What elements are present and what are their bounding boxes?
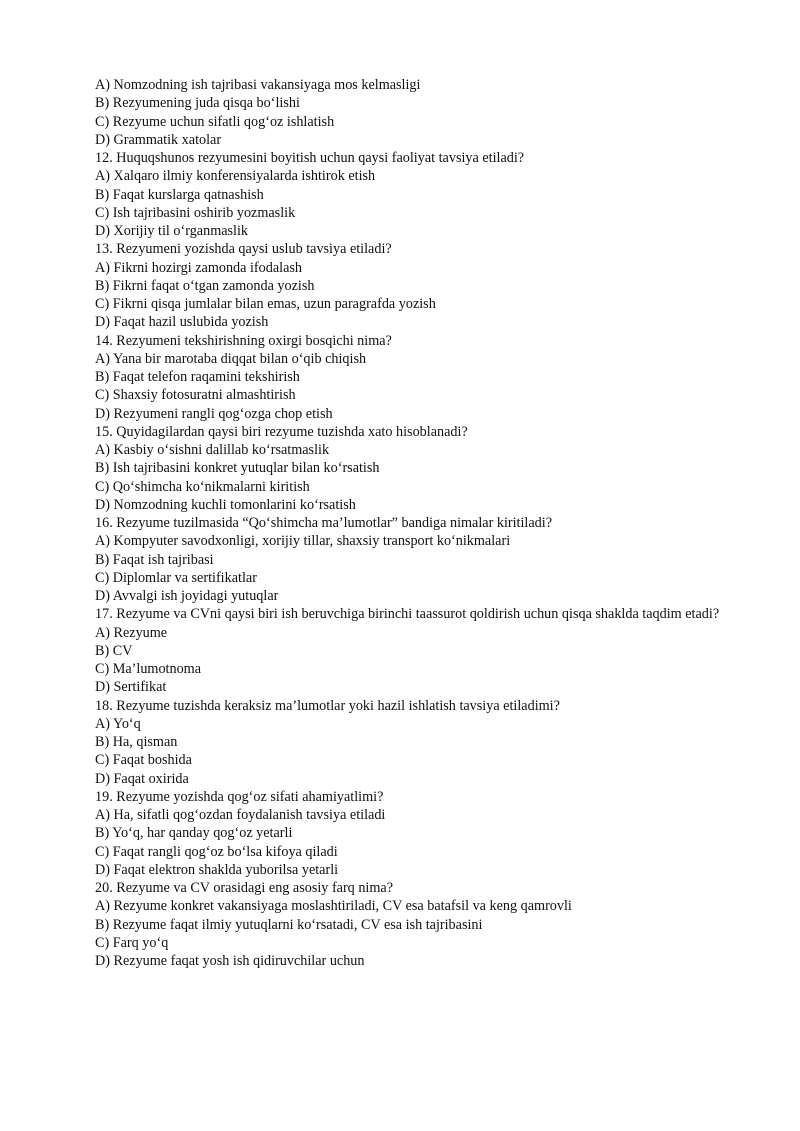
answer-option: D) Sertifikat (95, 679, 167, 696)
answer-option: C) Shaxsiy fotosuratni almashtirish (95, 387, 296, 404)
document-page (95, 76, 725, 970)
answer-option: D) Nomzodning kuchli tomonlarini ko‘rsatish (95, 496, 356, 513)
answer-option: A) Rezyume (95, 624, 168, 641)
answer-option: D) Rezyume faqat yosh ish qidiruvchilar uchun (95, 953, 365, 969)
answer-option: B) Yo‘q, har qanday qog‘oz yetarli (95, 825, 293, 842)
question-text: 14. Rezyumeni tekshirishning oxirgi bosqichi nima? (95, 332, 392, 349)
answer-option: C) Diplomlar va sertifikatlar (95, 569, 257, 586)
answer-option: D) Faqat hazil uslubida yozish (95, 314, 269, 331)
answer-option: D) Rezyumeni rangli qog‘ozga chop etish (95, 405, 333, 422)
answer-option: A) Yo‘q (95, 715, 141, 732)
question-text: 17. Rezyume va CVni qaysi biri ish beruvchiga birinchi taassurot qoldirish uchun qisqa shaklda taqdim etadi? (95, 606, 720, 623)
question-text: 13. Rezyumeni yozishda qaysi uslub tavsiya etiladi? (95, 241, 392, 258)
answer-option: B) Faqat ish tajribasi (95, 551, 214, 568)
answer-option: C) Faqat boshida (95, 752, 192, 769)
answer-option: B) Ish tajribasini konkret yutuqlar bilan ko‘rsatish (95, 460, 380, 477)
question-text: 16. Rezyume tuzilmasida “Qo‘shimcha ma’lumotlar” bandiga nimalar kiritiladi? (95, 515, 553, 531)
question-text: 12. Huquqshunos rezyumesini boyitish uchun qaysi faoliyat tavsiya etiladi? (95, 150, 525, 166)
answer-option: A) Yana bir marotaba diqqat bilan o‘qib chiqish (95, 350, 367, 367)
answer-option: C) Ma’lumotnoma (95, 661, 201, 677)
answer-option: C) Qo‘shimcha ko‘nikmalarni kiritish (95, 478, 310, 495)
answer-option: A) Kasbiy o‘sishni dalillab ko‘rsatmaslik (95, 442, 330, 458)
answer-option: B) Faqat telefon raqamini tekshirish (95, 369, 300, 385)
question-text: 19. Rezyume yozishda qog‘oz sifati ahamiyatlimi? (95, 788, 384, 805)
answer-option: D) Avvalgi ish joyidagi yutuqlar (95, 588, 279, 604)
answer-option: A) Xalqaro ilmiy konferensiyalarda ishtirok etish (95, 168, 376, 185)
answer-option: A) Rezyume konkret vakansiyaga moslashtiriladi, CV esa batafsil va keng qamrovli (95, 898, 572, 915)
answer-option: A) Fikrni hozirgi zamonda ifodalash (95, 259, 302, 276)
answer-option: B) Faqat kurslarga qatnashish (95, 186, 264, 203)
answer-option: C) Ish tajribasini oshirib yozmaslik (95, 204, 296, 221)
answer-option: B) CV (95, 642, 133, 659)
answer-option: D) Xorijiy til o‘rganmaslik (95, 223, 249, 239)
question-text: 18. Rezyume tuzishda keraksiz ma’lumotlar yoki hazil ishlatish tavsiya etiladimi? (95, 697, 560, 714)
question-text: 20. Rezyume va CV orasidagi eng asosiy farq nima? (95, 880, 393, 896)
answer-option: A) Nomzodning ish tajribasi vakansiyaga mos kelmasligi (95, 77, 421, 93)
answer-option: D) Faqat elektron shaklda yuborilsa yetarli (95, 861, 339, 878)
answer-option: D) Faqat oxirida (95, 770, 189, 787)
answer-option: B) Ha, qisman (95, 734, 178, 750)
answer-option: C) Fikrni qisqa jumlalar bilan emas, uzun paragrafda yozish (95, 296, 436, 312)
answer-option: A) Ha, sifatli qog‘ozdan foydalanish tavsiya etiladi (95, 807, 386, 823)
answer-option: C) Rezyume uchun sifatli qog‘oz ishlatish (95, 113, 335, 130)
answer-option: B) Fikrni faqat o‘tgan zamonda yozish (95, 277, 315, 294)
answer-option: B) Rezyume faqat ilmiy yutuqlarni ko‘rsatadi, CV esa ish tajribasini (95, 916, 483, 933)
answer-option: A) Kompyuter savodxonligi, xorijiy tillar, shaxsiy transport ko‘nikmalari (95, 533, 511, 550)
answer-option: B) Rezyumening juda qisqa bo‘lishi (95, 95, 300, 112)
question-text: 15. Quyidagilardan qaysi biri rezyume tuzishda xato hisoblanadi? (95, 423, 468, 440)
answer-option: D) Grammatik xatolar (95, 131, 222, 148)
answer-option: C) Faqat rangli qog‘oz bo‘lsa kifoya qiladi (95, 843, 338, 860)
answer-option: C) Farq yo‘q (95, 934, 169, 951)
